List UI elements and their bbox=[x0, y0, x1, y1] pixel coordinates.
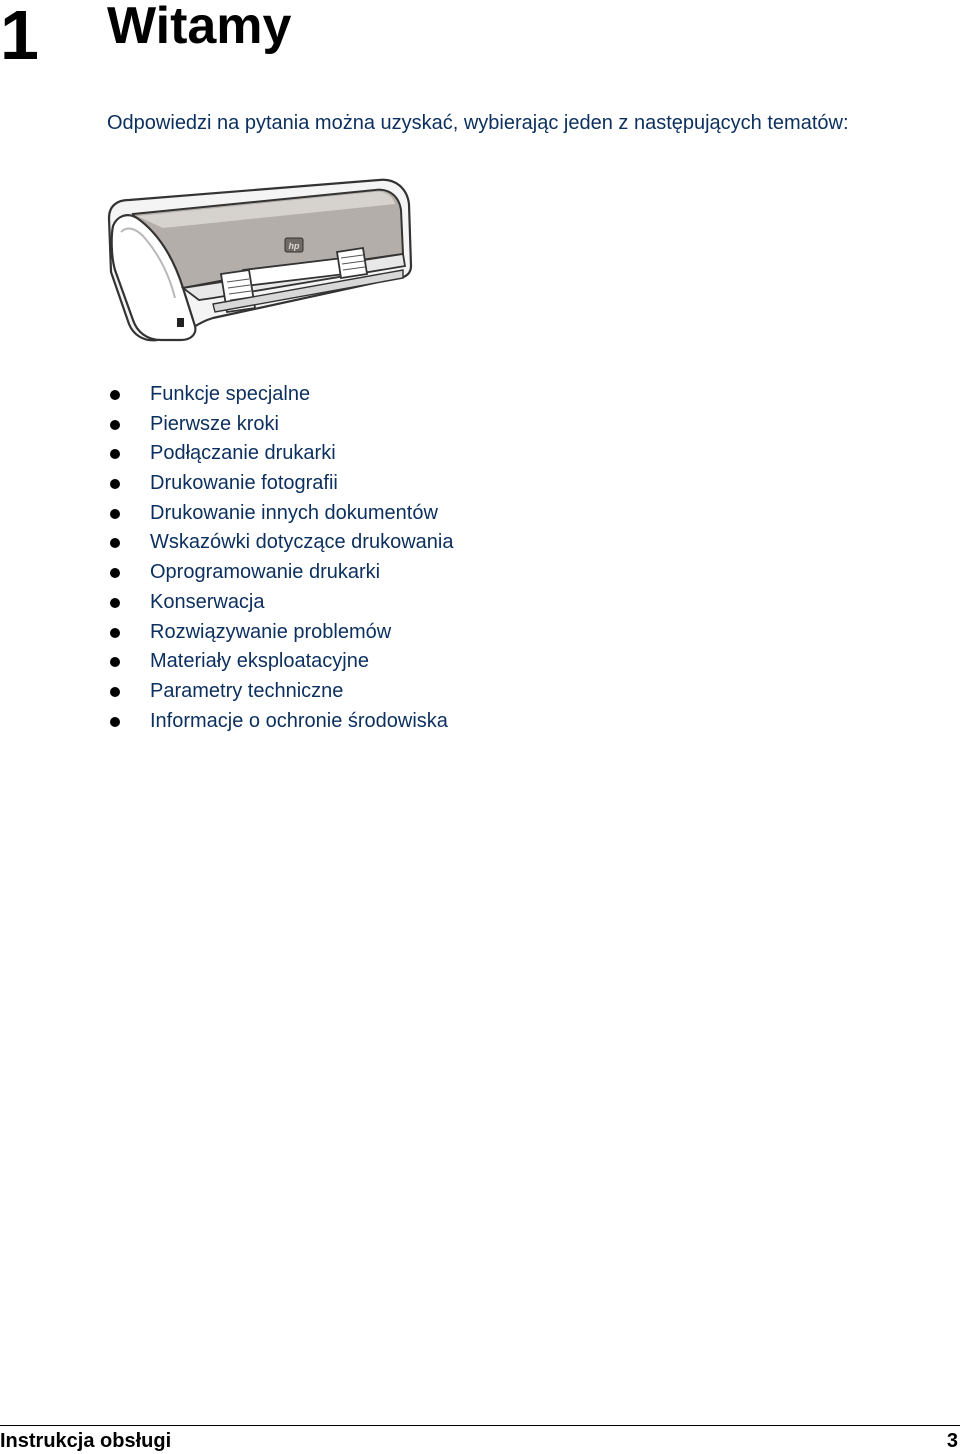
chapter-title: Witamy bbox=[107, 0, 292, 55]
intro-text: Odpowiedzi na pytania można uzyskać, wybierając jeden z następujących tematów: bbox=[107, 112, 849, 134]
topic-label[interactable]: Konserwacja bbox=[150, 590, 265, 613]
bullet-icon bbox=[110, 687, 120, 697]
bullet-icon bbox=[110, 598, 120, 608]
bullet-icon bbox=[110, 657, 120, 667]
topic-item[interactable] bbox=[106, 707, 453, 737]
topic-label[interactable]: Parametry techniczne bbox=[150, 679, 344, 702]
footer-divider bbox=[0, 1425, 960, 1426]
topic-label[interactable]: Funkcje specjalne bbox=[150, 383, 311, 405]
topic-label[interactable]: Materiały eksploatacyjne bbox=[150, 650, 369, 673]
topic-item[interactable] bbox=[106, 380, 453, 410]
bullet-icon bbox=[110, 449, 120, 459]
footer-manual-title: Instrukcja obsługi bbox=[0, 1430, 172, 1452]
bullet-icon bbox=[110, 420, 120, 430]
topic-item[interactable] bbox=[106, 647, 453, 677]
bullet-icon bbox=[110, 628, 120, 638]
topic-label[interactable]: Drukowanie innych dokumentów bbox=[150, 501, 438, 524]
topic-list bbox=[106, 380, 453, 736]
topic-label[interactable]: Drukowanie fotografii bbox=[150, 472, 338, 495]
topic-item[interactable] bbox=[106, 558, 453, 588]
chapter-number: 1 bbox=[0, 0, 37, 74]
bullet-icon bbox=[110, 479, 120, 489]
bullet-icon bbox=[110, 538, 120, 548]
topic-item[interactable] bbox=[106, 499, 453, 529]
hp-logo: hp bbox=[288, 241, 300, 251]
bullet-icon bbox=[110, 568, 120, 578]
topic-label[interactable]: Oprogramowanie drukarki bbox=[150, 561, 381, 584]
printer-illustration-icon bbox=[103, 170, 415, 342]
topic-label[interactable]: Informacje o ochronie środowiska bbox=[150, 709, 448, 732]
topic-item[interactable] bbox=[106, 439, 453, 469]
topic-item[interactable] bbox=[106, 618, 453, 648]
topic-item[interactable] bbox=[106, 588, 453, 618]
topic-item[interactable] bbox=[106, 677, 453, 707]
footer-page-number: 3 bbox=[946, 1430, 958, 1452]
topic-label[interactable]: Podłączanie drukarki bbox=[150, 442, 336, 465]
bullet-icon bbox=[110, 509, 120, 519]
bullet-icon bbox=[110, 390, 120, 400]
bullet-icon bbox=[110, 717, 120, 727]
topic-item[interactable] bbox=[106, 528, 453, 558]
topic-label[interactable]: Wskazówki dotyczące drukowania bbox=[150, 531, 454, 554]
topic-item[interactable] bbox=[106, 469, 453, 499]
topic-label[interactable]: Rozwiązywanie problemów bbox=[150, 620, 392, 643]
topic-label[interactable]: Pierwsze kroki bbox=[150, 412, 279, 435]
topic-item[interactable] bbox=[106, 410, 453, 440]
